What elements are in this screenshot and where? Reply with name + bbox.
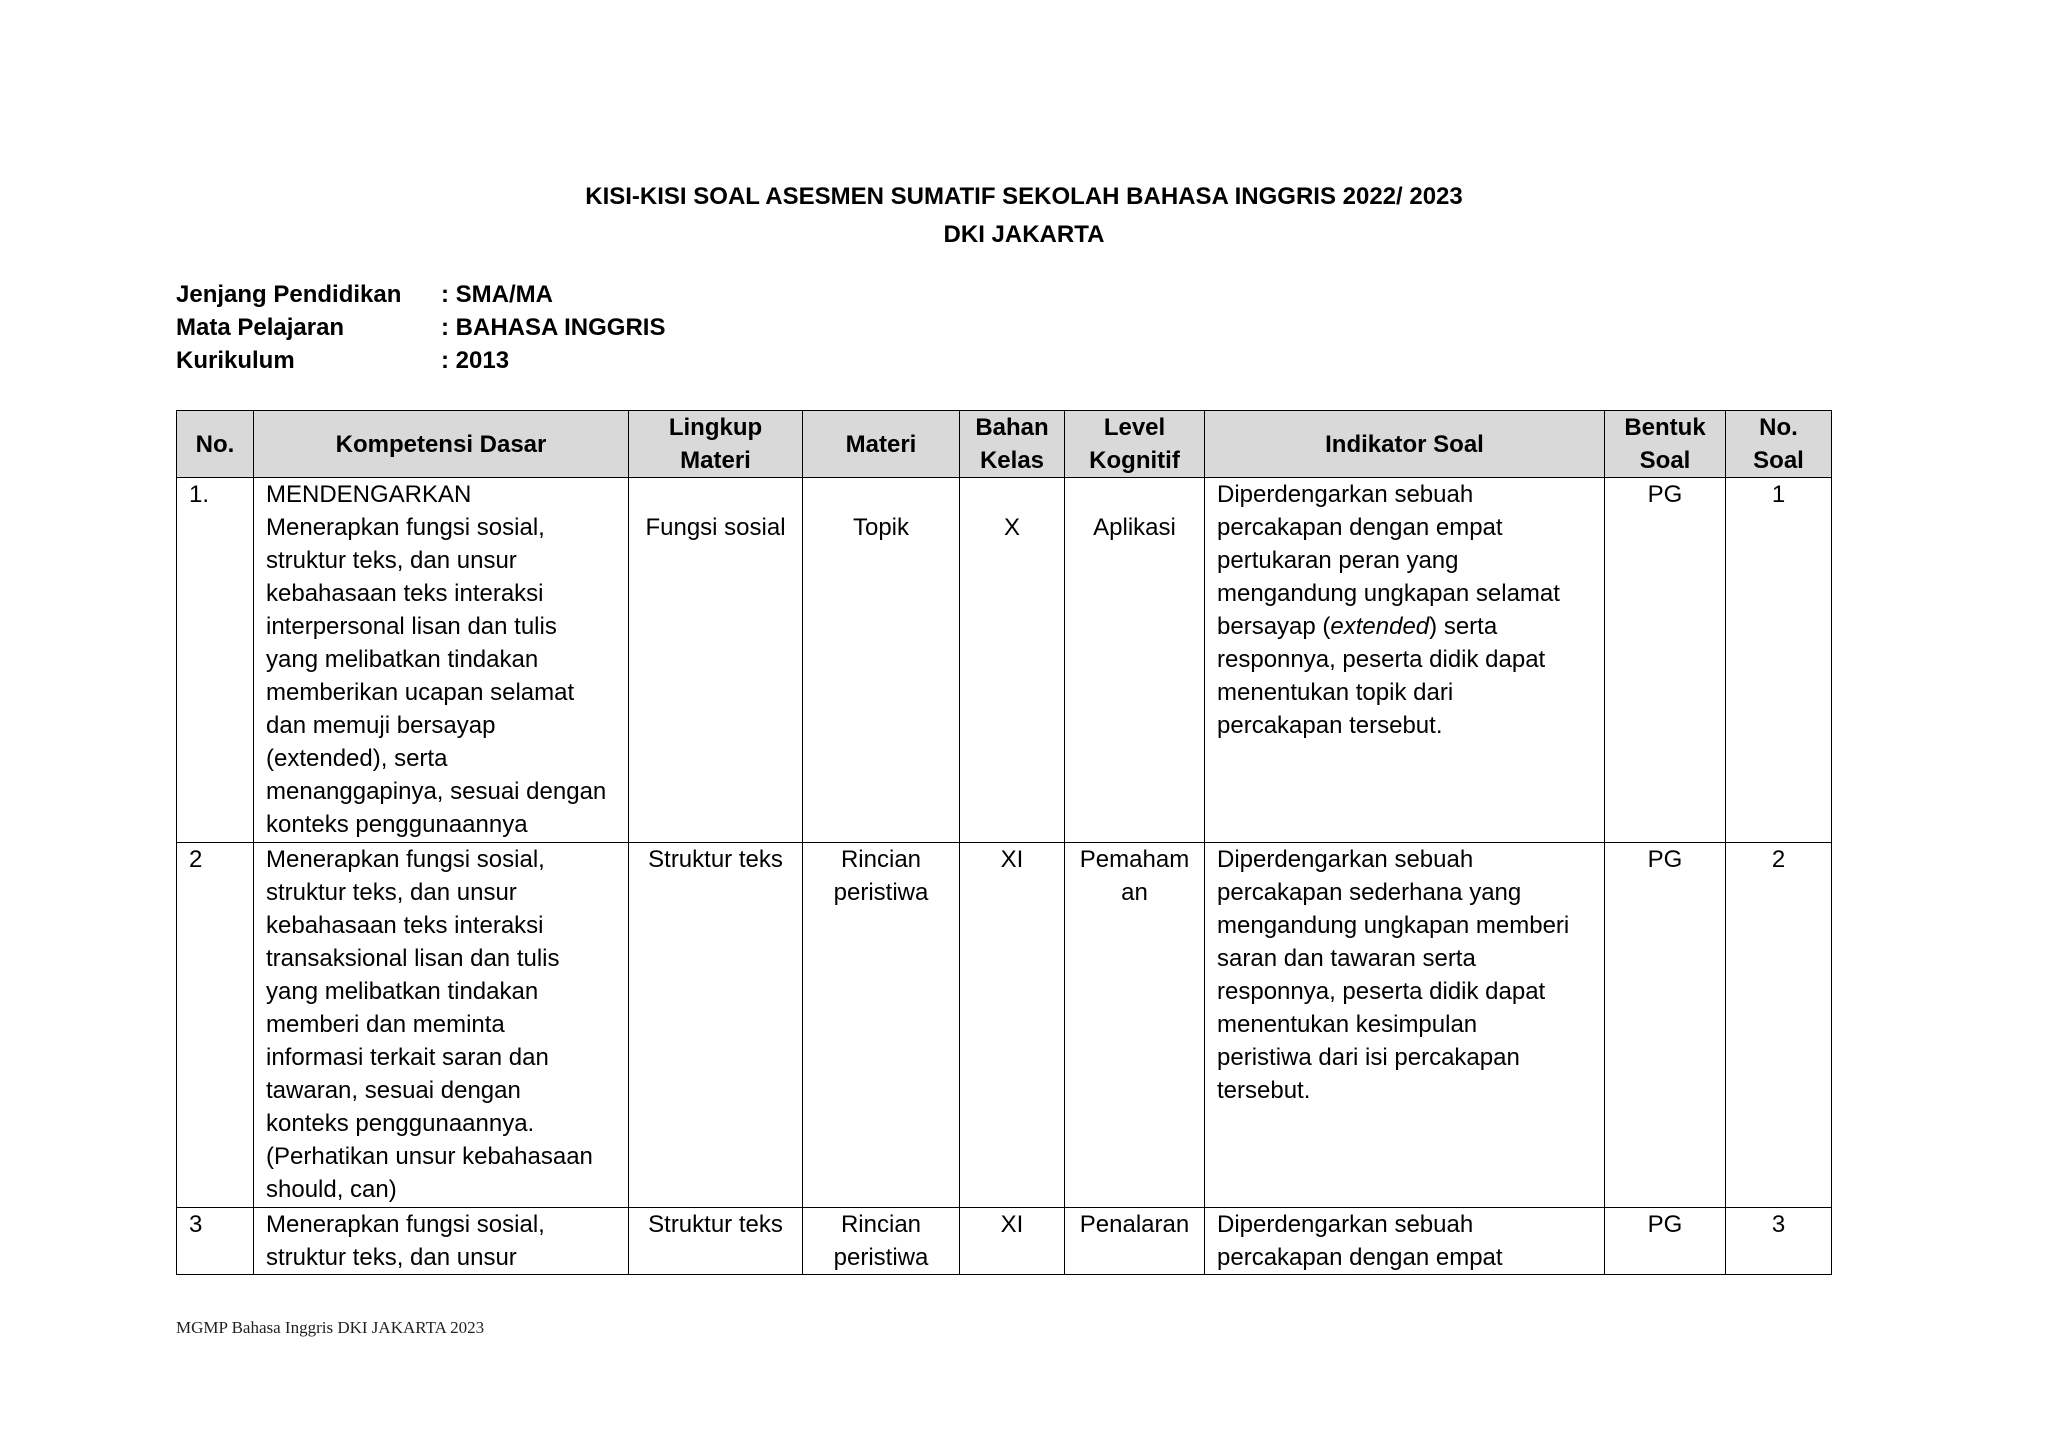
cell-materi <box>803 843 960 1208</box>
header-text: Soal <box>1639 447 1691 474</box>
meta-value: : BAHASA INGGRIS <box>441 314 666 341</box>
indikator-line: mengandung ungkapan memberi <box>1217 912 1570 939</box>
cell-level-kognitif: Penalaran <box>1065 1208 1205 1275</box>
cell-no-soal: 3 <box>1726 1208 1832 1275</box>
cell-text: peristiwa <box>833 1244 929 1271</box>
kd-line: kebahasaan teks interaksi <box>266 912 544 939</box>
indikator-line: responnya, peserta didik dapat <box>1217 646 1546 673</box>
indikator-line <box>1217 610 1592 643</box>
meta-row <box>176 278 665 311</box>
indikator-line: percakapan tersebut. <box>1217 712 1443 739</box>
cell-no: 3 <box>177 1208 254 1275</box>
header-bentuk-soal <box>1605 411 1726 478</box>
title-line-1: KISI-KISI SOAL ASESMEN SUMATIF SEKOLAH BAHASA INGGRIS 2022/ 2023 <box>585 183 1463 210</box>
cell-materi <box>803 1208 960 1275</box>
cell-bahan-kelas <box>960 478 1065 843</box>
cell-indikator-soal <box>1205 843 1605 1208</box>
kd-line: konteks penggunaannya <box>266 811 528 838</box>
cell-lingkup-materi: Struktur teks <box>629 843 803 1208</box>
kd-line: (extended), serta <box>266 745 448 772</box>
document-meta <box>176 278 665 377</box>
cell-text <box>815 478 947 511</box>
indikator-line: menentukan kesimpulan <box>1217 1011 1478 1038</box>
meta-label: Kurikulum <box>176 347 295 374</box>
cell-text: Topik <box>852 514 910 541</box>
header-text: Soal <box>1753 447 1804 474</box>
meta-label: Jenjang Pendidikan <box>176 281 402 308</box>
indikator-line: percakapan sederhana yang <box>1217 879 1522 906</box>
kd-line: struktur teks, dan unsur <box>266 547 517 574</box>
header-lingkup-materi <box>629 411 803 478</box>
header-level-kognitif <box>1065 411 1205 478</box>
cell-text <box>641 478 790 511</box>
kisi-kisi-table <box>176 410 1832 1275</box>
header-text: Materi <box>680 447 751 474</box>
title-line-2: DKI JAKARTA <box>943 221 1105 248</box>
header-text: Kognitif <box>1089 447 1180 474</box>
kd-line: struktur teks, dan unsur <box>266 1244 517 1271</box>
kd-line: MENDENGARKAN <box>266 481 472 508</box>
table-row <box>177 843 1832 1208</box>
kd-line: dan memuji bersayap <box>266 712 496 739</box>
header-text: No. <box>1759 414 1798 441</box>
cell-kompetensi-dasar <box>254 478 629 843</box>
cell-text: an <box>1121 879 1148 906</box>
header-no-soal <box>1726 411 1832 478</box>
header-materi: Materi <box>803 411 960 478</box>
meta-label: Mata Pelajaran <box>176 314 345 341</box>
cell-level-kognitif <box>1065 478 1205 843</box>
cell-text: Fungsi sosial <box>645 514 786 541</box>
meta-value: : SMA/MA <box>441 281 553 308</box>
indikator-text: ) serta <box>1429 613 1498 640</box>
indikator-line: menentukan topik dari <box>1217 679 1454 706</box>
cell-bentuk-soal: PG <box>1605 478 1726 843</box>
indikator-line: responnya, peserta didik dapat <box>1217 978 1546 1005</box>
indikator-line: tersebut. <box>1217 1077 1311 1104</box>
cell-no-soal: 2 <box>1726 843 1832 1208</box>
cell-text <box>1077 478 1192 511</box>
table-row <box>177 478 1832 843</box>
kd-line: kebahasaan teks interaksi <box>266 580 544 607</box>
cell-text: Rincian <box>840 846 922 873</box>
cell-kompetensi-dasar <box>254 1208 629 1275</box>
kd-line: yang melibatkan tindakan <box>266 978 539 1005</box>
indikator-line: pertukaran peran yang <box>1217 547 1459 574</box>
kd-line: interpersonal lisan dan tulis <box>266 613 557 640</box>
cell-indikator-soal <box>1205 478 1605 843</box>
cell-lingkup-materi <box>629 478 803 843</box>
indikator-line: mengandung ungkapan selamat <box>1217 580 1560 607</box>
indikator-line: Diperdengarkan sebuah <box>1217 481 1474 508</box>
header-indikator-soal: Indikator Soal <box>1205 411 1605 478</box>
kd-line: struktur teks, dan unsur <box>266 879 517 906</box>
cell-materi <box>803 478 960 843</box>
meta-row <box>176 344 665 377</box>
header-text: Lingkup <box>668 414 763 441</box>
kd-line: yang melibatkan tindakan <box>266 646 539 673</box>
indikator-line: percakapan dengan empat <box>1217 1244 1503 1271</box>
header-text: Bahan <box>975 414 1049 441</box>
cell-bahan-kelas: XI <box>960 1208 1065 1275</box>
cell-text: peristiwa <box>833 879 929 906</box>
indikator-line: Diperdengarkan sebuah <box>1217 846 1474 873</box>
kd-line: Menerapkan fungsi sosial, <box>266 1211 545 1238</box>
indikator-text: bersayap ( <box>1217 613 1331 640</box>
table-header-row <box>177 411 1832 478</box>
kd-line: informasi terkait saran dan <box>266 1044 549 1071</box>
kd-line: should, can) <box>266 1176 397 1203</box>
cell-no: 1. <box>177 478 254 843</box>
header-no: No. <box>177 411 254 478</box>
cell-bahan-kelas: XI <box>960 843 1065 1208</box>
meta-value: : 2013 <box>441 347 510 374</box>
cell-no-soal: 1 <box>1726 478 1832 843</box>
kd-line: menanggapinya, sesuai dengan <box>266 778 607 805</box>
header-kompetensi-dasar: Kompetensi Dasar <box>254 411 629 478</box>
page-footer: MGMP Bahasa Inggris DKI JAKARTA 2023 <box>176 1318 485 1337</box>
cell-level-kognitif <box>1065 843 1205 1208</box>
kd-line: (Perhatikan unsur kebahasaan <box>266 1143 593 1170</box>
cell-lingkup-materi: Struktur teks <box>629 1208 803 1275</box>
indikator-line: Diperdengarkan sebuah <box>1217 1211 1474 1238</box>
cell-text: Aplikasi <box>1093 514 1176 541</box>
kd-line: konteks penggunaannya. <box>266 1110 535 1137</box>
header-bahan-kelas <box>960 411 1065 478</box>
meta-row <box>176 311 665 344</box>
page-title <box>0 178 2048 254</box>
kd-line: memberikan ucapan selamat <box>266 679 575 706</box>
kd-line: memberi dan meminta <box>266 1011 505 1038</box>
kd-line: Menerapkan fungsi sosial, <box>266 846 545 873</box>
indikator-line: peristiwa dari isi percakapan <box>1217 1044 1520 1071</box>
cell-text: Rincian <box>840 1211 922 1238</box>
cell-kompetensi-dasar <box>254 843 629 1208</box>
header-text: Bentuk <box>1624 414 1706 441</box>
table-row <box>177 1208 1832 1275</box>
cell-text: Pemaham <box>1079 846 1190 873</box>
cell-bentuk-soal: PG <box>1605 843 1726 1208</box>
kd-line: transaksional lisan dan tulis <box>266 945 560 972</box>
header-text: Kelas <box>979 447 1045 474</box>
cell-indikator-soal <box>1205 1208 1605 1275</box>
indikator-line: saran dan tawaran serta <box>1217 945 1476 972</box>
indikator-italic-term: extended <box>1330 613 1430 640</box>
cell-text: X <box>1003 514 1020 541</box>
cell-no: 2 <box>177 843 254 1208</box>
indikator-line: percakapan dengan empat <box>1217 514 1503 541</box>
header-text: Level <box>1103 414 1166 441</box>
cell-text <box>972 478 1052 511</box>
cell-bentuk-soal: PG <box>1605 1208 1726 1275</box>
kd-line: Menerapkan fungsi sosial, <box>266 514 545 541</box>
kd-line: tawaran, sesuai dengan <box>266 1077 521 1104</box>
